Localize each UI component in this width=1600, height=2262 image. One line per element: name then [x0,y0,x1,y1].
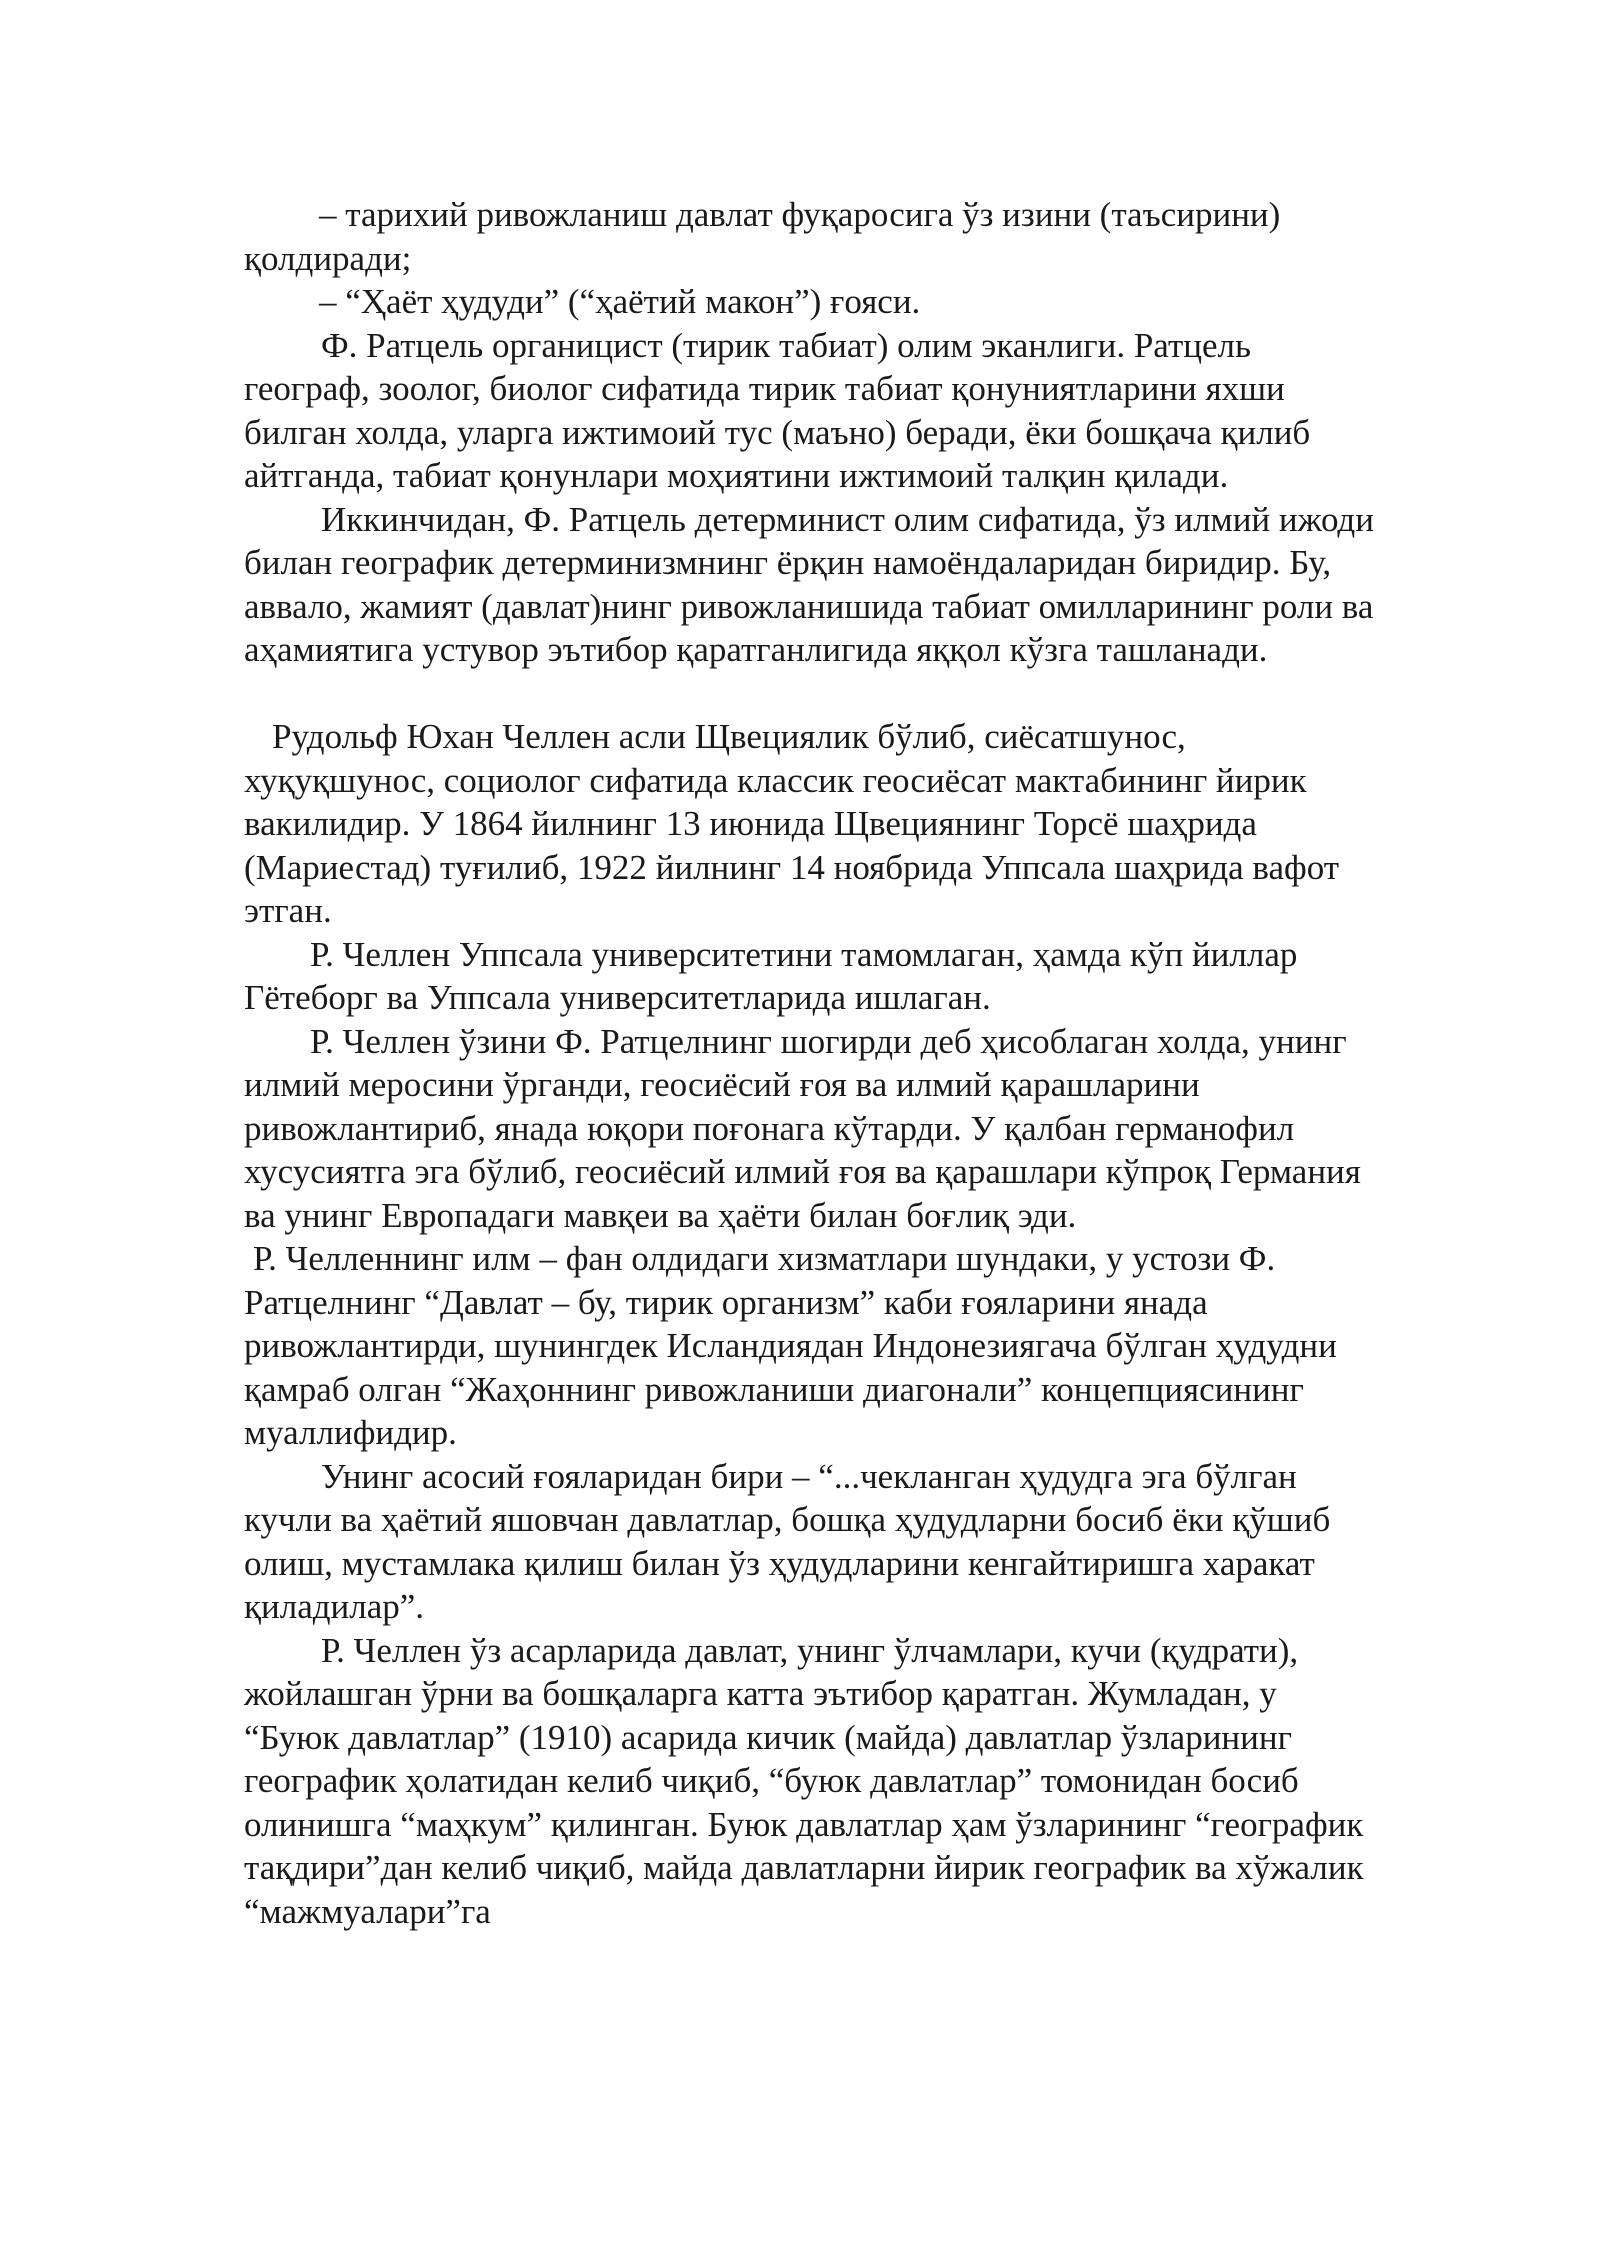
paragraph-kjellen-main-idea: Унинг асосий ғояларидан бири – “...чекланган ҳудудга эга бўлган кучли ва ҳаётий яшовчан давлатлар, бошқа ҳудудларни босиб ёки қўшиб олиш, мустамлака қилиш билан ўз ҳудудларини кенгайтиришга харакат қиладилар”. [244,1456,1339,1626]
paragraph-ratzel-determinist: Иккинчидан, Ф. Ратцель детерминист олим сифатида, ўз илмий ижоди билан географик детерминизмнинг ёрқин намоёндаларидан биридир. Бу, аввало, жамият (давлат)нинг ривожланишида табиат омилларининг роли ва аҳамиятига устувор эътибор қаратганлигида яққол кўзга ташланади. [244,499,1383,669]
paragraph-kjellen-biography: Рудольф Юхан Челлен асли Щвециялик бўлиб, сиёсатшунос, хуқуқшунос, социолог сифатида классик геосиёсат мактабининг йирик вакилидир. У 1864 йилнинг 13 июнида Щвециянинг Торсё шаҳрида (Мариестад) туғилиб, 1922 йилнинг 14 ноябрида Уппсала шаҳрида вафот этган. [244,717,1348,930]
paragraph-historical-development: – тарихий ривожланиш давлат фуқаросига ўз изини (таъсирини) қолдиради; [244,195,1290,278]
paragraph-living-space-idea: – “Ҳаёт ҳудуди” (“ҳаётий макон”) ғояси. [319,282,921,321]
paragraph-kjellen-education: Р. Челлен Уппсала университетини тамомлаган, ҳамда кўп йиллар Гётеборг ва Уппсала университетларида ишлаган. [244,934,1307,1017]
paragraph-kjellen-contributions: Р. Челленнинг илм – фан олдидаги хизматлари шундаки, у устози Ф. Ратцелнинг “Давлат – бу, тирик организм” каби ғояларини янада ривожлантирди, шунингдек Исландиядан Индонезиягача бўлган ҳудудни қамраб олган “Жаҳоннинг ривожланиши диагонали” концепциясининг муаллифидир. [244,1239,1346,1452]
paragraph-ratzel-organicist: Ф. Ратцель органицист (тирик табиат) олим эканлиги. Ратцель географ, зоолог, биолог сифатида тирик табиат қонуниятларини яхши билган холда, уларга ижтимоий тус (маъно) беради, ёки бошқача қилиб айтганда, табиат қонунлари моҳиятини ижтимоий талқин қилади. [244,325,1319,495]
paragraph-spacer [244,672,1374,716]
paragraph-kjellen-student-of-ratzel: Р. Челлен ўзини Ф. Ратцелнинг шогирди деб ҳисоблаган холда, унинг илмий меросини ўрганди, геосиёсий ғоя ва илмий қарашларини ривожлантириб, янада юқори поғонага кўтарди. У қалбан германофил хусусиятга эга бўлиб, геосиёсий илмий ғоя ва қарашлари кўпроқ Германия ва унинг Европадаги мавқеи ва ҳаёти билан боғлиқ эди. [244,1021,1370,1235]
paragraph-kjellen-great-powers: Р. Челлен ўз асарларида давлат, унинг ўлчамлари, кучи (қудрати), жойлашган ўрни ва бошқаларга катта эътибор қаратган. Жумладан, у “Буюк давлатлар” (1910) асарида кичик (майда) давлатлар ўзларининг географик ҳолатидан келиб чиқиб, “буюк давлатлар” томонидан босиб олинишга “маҳкум” қилинган. Буюк давлатлар ҳам ўзларининг “географик тақдири”дан келиб чиқиб, майда давлатларни йирик географик ва хўжалик “мажмуалари”га [244,1630,1373,1931]
document-body [244,193,1383,1933]
